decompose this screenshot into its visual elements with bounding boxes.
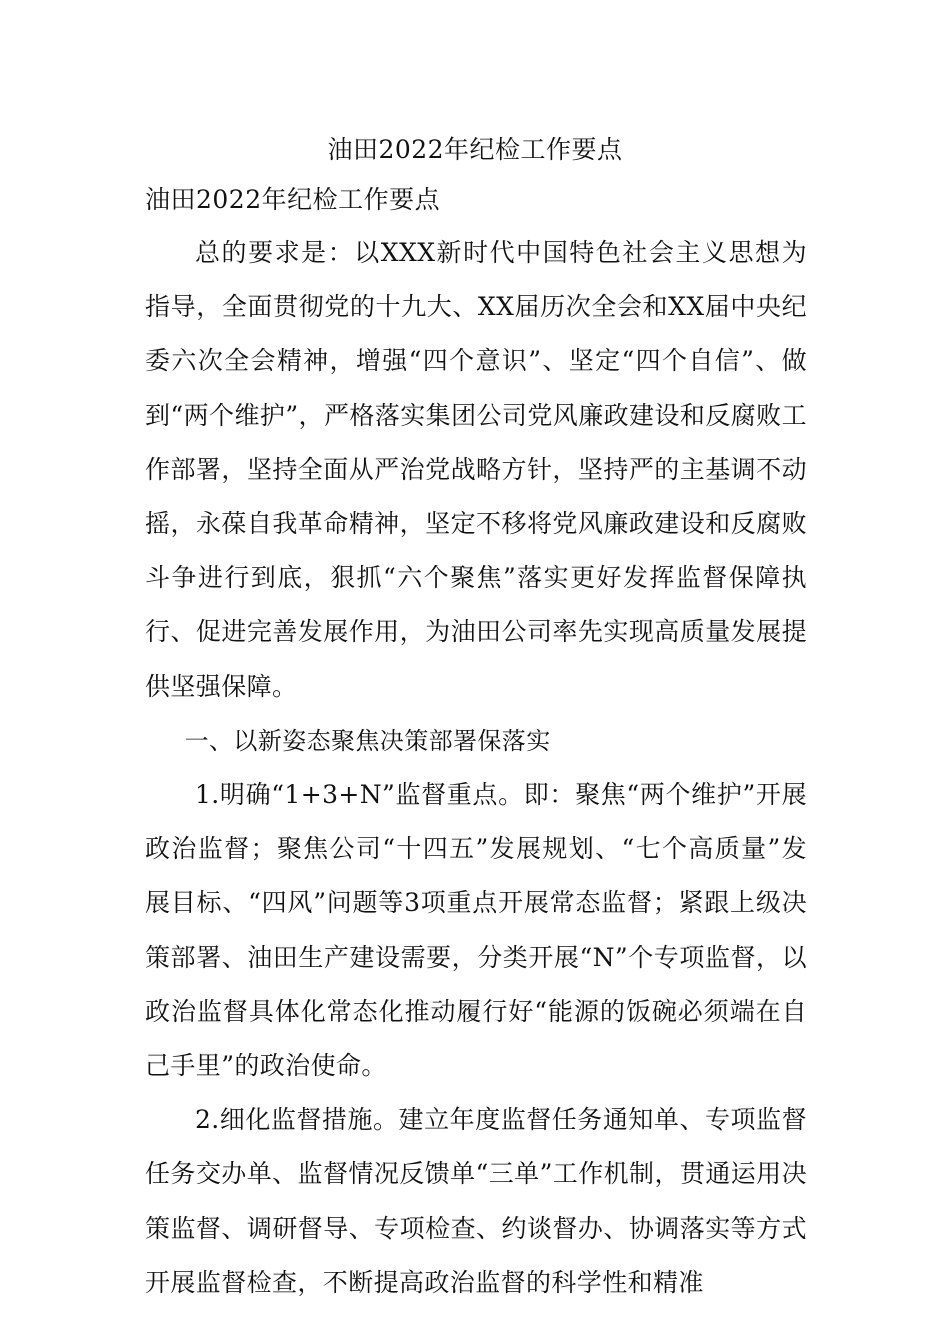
item-paragraph-2: 2.细化监督措施。建立年度监督任务通知单、专项监督任务交办单、监督情况反馈单“三单”工作机制，贯通运用决策监督、调研督导、专项检查、约谈督办、协调落实等方式开展监督检查，不断提高政治监督的科学性和精准 — [145, 1105, 807, 1297]
document-subtitle: 油田2022年纪检工作要点 — [145, 185, 441, 214]
general-requirements-paragraph: 总的要求是：以XXX新时代中国特色社会主义思想为指导，全面贯彻党的十九大、XX届历次全会和XX届中央纪委六次全会精神，增强“四个意识”、坚定“四个自信”、做到“两个维护”，严格落实集团公司党风廉政建设和反腐败工作部署，坚持全面从严治党战略方针，坚持严的主基调不动摇，永葆自我革命精神，坚定不移将党风廉政建设和反腐败斗争进行到底，狠抓“六个聚焦”落实更好发挥监督保障执行、促进完善发展作用，为油田公司率先实现高质量发展提供坚强保障。 — [145, 238, 807, 701]
item-paragraph-1: 1.明确“1+3+N”监督重点。即：聚焦“两个维护”开展政治监督；聚焦公司“十四五”发展规划、“七个高质量”发展目标、“四风”问题等3项重点开展常态监督；紧跟上级决策部署、油田生产建设需要，分类开展“N”个专项监督，以政治监督具体化常态化推动履行好“能源的饭碗必须端在自己手里”的政治使命。 — [145, 780, 807, 1081]
document-body — [145, 226, 807, 1310]
section-heading: 一、以新姿态聚焦决策部署保落实 — [184, 726, 551, 755]
document-title: 油田2022年纪检工作要点 — [327, 135, 623, 164]
